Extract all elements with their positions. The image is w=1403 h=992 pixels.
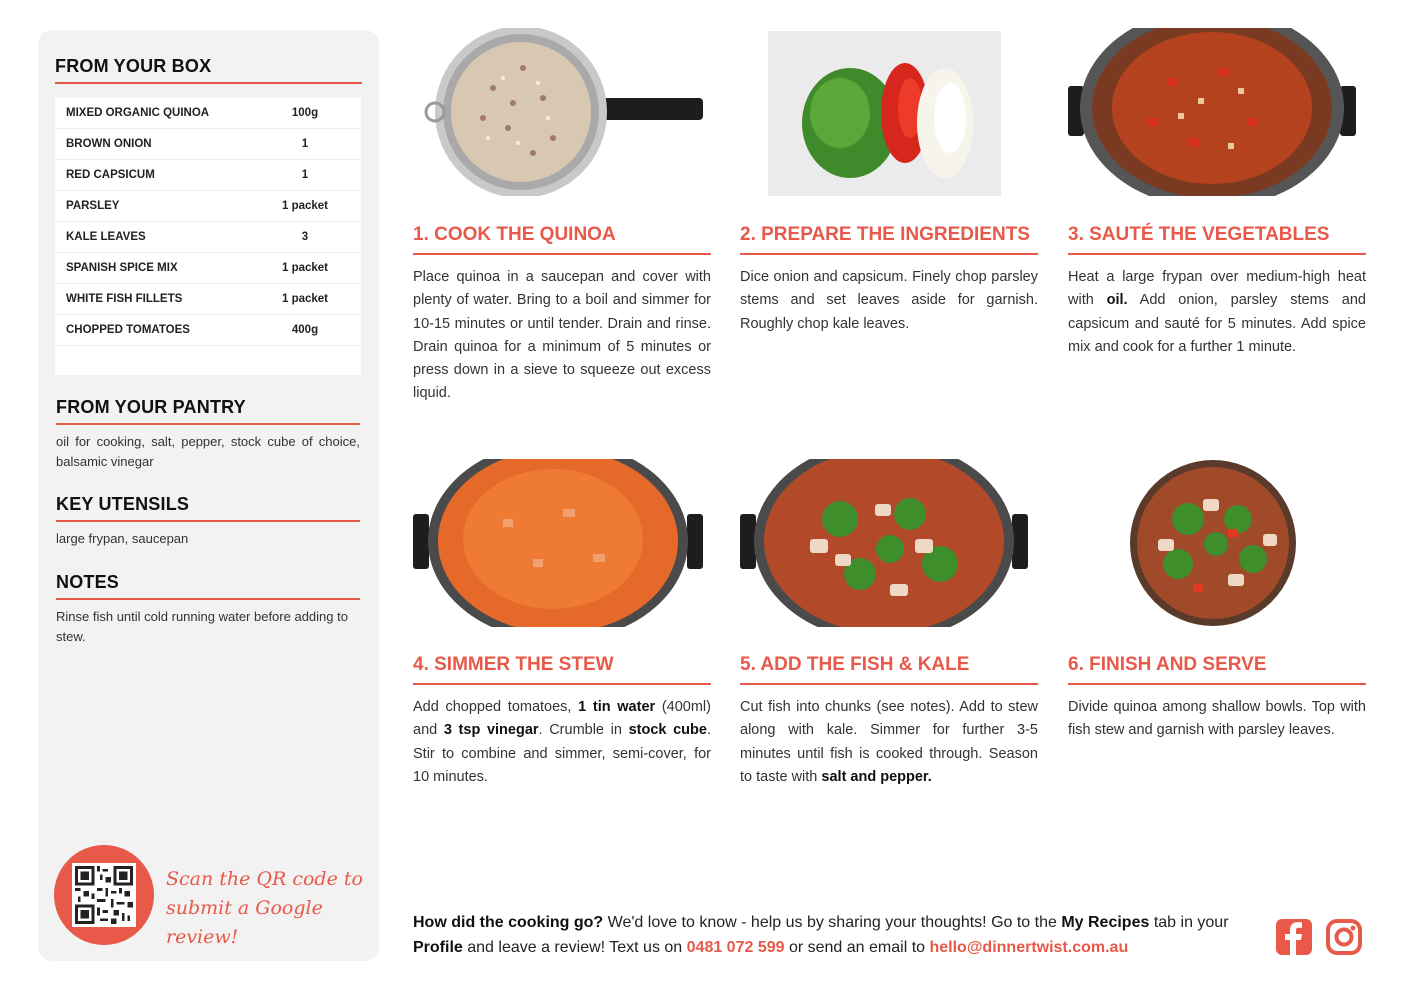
pantry-title: FROM YOUR PANTRY <box>56 397 246 417</box>
step-text-bold: salt and pepper. <box>821 768 932 785</box>
ingredient-row <box>55 129 361 160</box>
ingredient-qty: 1 <box>301 169 309 181</box>
step-text-part: . Crumble in <box>538 722 629 739</box>
step-text-part: Add chopped tomatoes, <box>413 699 579 715</box>
ingredient-name: MIXED ORGANIC QUINOA <box>66 107 210 119</box>
divider <box>413 683 711 685</box>
facebook-icon[interactable] <box>1275 918 1313 956</box>
ingredient-row <box>55 315 361 346</box>
step-text-bold: oil. <box>1106 292 1128 309</box>
step-text-bold: 3 tsp vinegar <box>443 722 539 739</box>
step-text <box>1068 266 1366 359</box>
step-title: 4. SIMMER THE STEW <box>413 654 614 675</box>
ingredient-name: PARSLEY <box>66 200 120 212</box>
ingredient-qty: 3 <box>301 231 309 243</box>
ingredient-qty: 1 packet <box>281 262 329 274</box>
from-your-box-title: FROM YOUR BOX <box>55 56 212 76</box>
step-text-part: (400ml) and <box>413 699 711 739</box>
stew-pot-image <box>413 459 711 627</box>
footer-part: tab in your <box>1149 914 1229 931</box>
ingredient-qty: 400g <box>291 324 319 336</box>
qr-caption-line: submit a Google review! <box>166 897 323 948</box>
footer-part: We'd love to know - help us by sharing your thoughts! Go to the <box>603 914 1062 931</box>
notes-text: Rinse fish until cold running water before adding to stew. <box>56 609 348 644</box>
divider <box>413 253 711 255</box>
footer-text <box>413 910 1263 960</box>
divider <box>1068 683 1366 685</box>
quinoa-saucepan-image <box>413 28 711 196</box>
ingredient-qty: 1 <box>301 138 309 150</box>
step-title: 5. ADD THE FISH & KALE <box>740 654 970 675</box>
step-title: 1. COOK THE QUINOA <box>413 224 616 245</box>
step-text: Place quinoa in a saucepan and cover with plenty of water. Bring to a boil and simmer for 10-15 minutes or until tender. Drain and rinse. Drain quinoa for a minimum of 5 minutes or press down in a sieve to squeeze out excess liquid. <box>413 269 711 402</box>
footer-part: or send an email to <box>784 939 930 956</box>
utensils-title: KEY UTENSILS <box>56 494 190 514</box>
qr-caption <box>166 865 371 952</box>
phone-link[interactable]: 0481 072 599 <box>686 939 785 956</box>
chopped-vegetables-image <box>740 28 1038 196</box>
step-title: 3. SAUTÉ THE VEGETABLES <box>1068 224 1330 245</box>
step-text <box>413 696 711 789</box>
divider <box>740 683 1038 685</box>
divider <box>56 520 360 522</box>
notes-title: NOTES <box>56 572 120 592</box>
ingredient-name: SPANISH SPICE MIX <box>66 262 178 274</box>
step-text-part: Heat a large frypan over medium-high heat with <box>1068 269 1366 309</box>
my-recipes-text: My Recipes <box>1061 914 1150 931</box>
step-text: Divide quinoa among shallow bowls. Top with fish stew and garnish with parsley leaves. <box>1068 699 1366 739</box>
step-text: Dice onion and capsicum. Finely chop parsley stems and set leaves aside for garnish. Roughly chop kale leaves. <box>740 269 1038 332</box>
step-text <box>740 696 1038 789</box>
ingredient-name: RED CAPSICUM <box>66 169 155 181</box>
ingredient-qty: 1 packet <box>281 200 329 212</box>
ingredient-row <box>55 284 361 315</box>
ingredient-row <box>55 222 361 253</box>
qr-caption-line: Scan the QR code to <box>166 868 363 890</box>
step-text-bold: 1 tin water <box>578 699 656 715</box>
divider <box>740 253 1038 255</box>
ingredient-name: KALE LEAVES <box>66 231 146 243</box>
divider <box>56 423 360 425</box>
email-link[interactable]: hello@dinnertwist.com.au <box>929 939 1129 956</box>
serving-bowl-image <box>1068 459 1366 627</box>
ingredient-name: WHITE FISH FILLETS <box>66 293 183 305</box>
footer-part: and leave a review! Text us on <box>462 939 687 956</box>
instagram-icon[interactable] <box>1325 918 1363 956</box>
footer-question: How did the cooking go? <box>413 914 604 931</box>
ingredient-qty: 1 packet <box>281 293 329 305</box>
ingredient-row <box>55 98 361 129</box>
ingredient-name: CHOPPED TOMATOES <box>66 324 190 336</box>
step-text-bold: stock cube <box>628 722 707 739</box>
utensils-text: large frypan, saucepan <box>56 531 189 546</box>
divider <box>55 82 362 84</box>
pantry-text: oil for cooking, salt, pepper, stock cube of choice, balsamic vinegar <box>56 434 360 469</box>
sidebar <box>38 30 379 961</box>
qr-badge[interactable] <box>54 845 154 945</box>
step-title: 2. PREPARE THE INGREDIENTS <box>740 224 1030 245</box>
divider <box>56 598 360 600</box>
step-text-part: Cut fish into chunks (see notes). Add to stew along with kale. Simmer for further 3-5 minutes until fish is cooked through. Season to taste with <box>740 699 1038 785</box>
saute-pan-image <box>1068 28 1366 196</box>
ingredient-row <box>55 191 361 222</box>
step-title: 6. FINISH AND SERVE <box>1068 654 1267 675</box>
step-text-part: . Stir to combine and simmer, semi-cover, for 10 minutes. <box>413 722 711 785</box>
step-text-part: Add onion, parsley stems and capsicum and sauté for 5 minutes. Add spice mix and cook for a further 1 minute. <box>1068 292 1366 355</box>
ingredient-qty: 100g <box>291 107 319 119</box>
profile-text: Profile <box>413 939 463 956</box>
ingredients-table <box>55 98 361 375</box>
divider <box>1068 253 1366 255</box>
qr-code-icon[interactable] <box>72 863 136 927</box>
ingredient-name: BROWN ONION <box>66 138 152 150</box>
ingredient-row <box>55 160 361 191</box>
ingredient-row <box>55 253 361 284</box>
fish-kale-pan-image <box>740 459 1038 627</box>
